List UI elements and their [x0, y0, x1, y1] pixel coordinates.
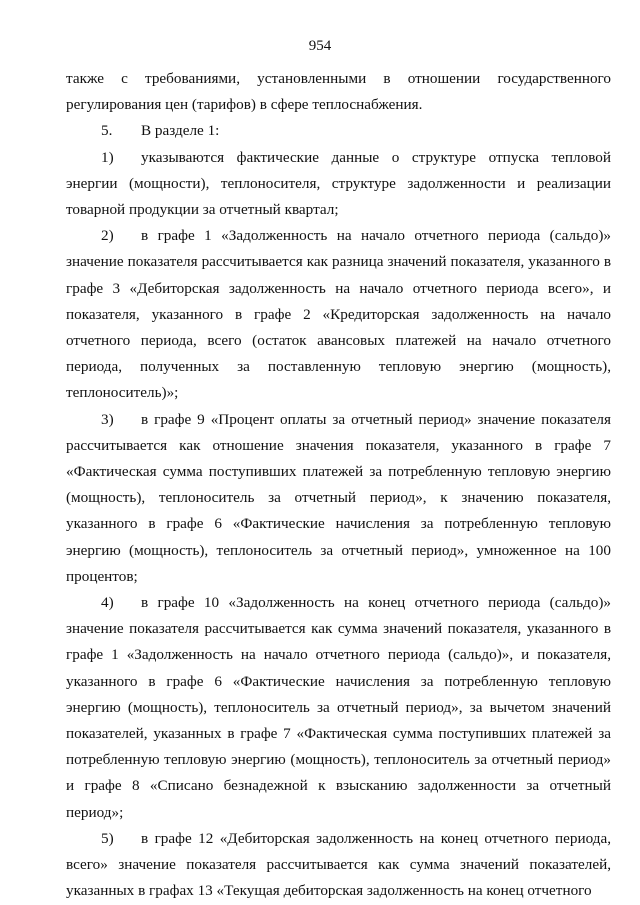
paragraph-item-4	[66, 590, 611, 826]
paragraph-item-5	[66, 826, 611, 905]
paragraph-text: в графе 12 «Дебиторская задолженность на конец отчетного периода, всего» значение показателя рассчитывается как сумма значений показателей, указанных в графах 13 «Текущая дебиторская задолженность на конец отчетного	[66, 829, 611, 900]
paragraph-text: также с требованиями, установленными в отношении государственного регулирования цен (тарифов) в сфере теплоснабжения.	[66, 70, 611, 114]
paragraph-text: в графе 1 «Задолженность на начало отчетного периода (сальдо)» значение показателя рассчитывается как разница значений показателя, указанного в графе 3 «Дебиторская задолженность на начало отчетного периода всего», и показателя, указанного в графе 2 «Кредиторская задолженность на начало отчетного периода, всего (остаток авансовых платежей на начало отчетного периода, полученных за поставленную тепловую энергию (мощность), теплоноситель)»;	[66, 227, 611, 402]
paragraph-number: 2)	[101, 227, 114, 245]
paragraph-item-2	[66, 223, 611, 406]
paragraph-number: 4)	[101, 594, 114, 612]
paragraph-item-3	[66, 407, 611, 590]
paragraph-text: в графе 10 «Задолженность на конец отчетного периода (сальдо)» значение показателя рассчитывается как сумма значений показателя, указанного в графе 1 «Задолженность на начало отчетного периода (сальдо)», и показателя, указанного в графе 6 «Фактические начисления за потребленную тепловую энергию (мощность), теплоноситель за отчетный период», за вычетом значений показателей, указанных в графе 7 «Фактическая сумма поступивших платежей за потребленную тепловую энергию (мощность), теплоноситель за отчетный период» и графе 8 «Списано безнадежной к взысканию задолженности за отчетный период»;	[66, 594, 611, 821]
document-body	[66, 66, 611, 905]
paragraph-section-5	[66, 118, 611, 144]
paragraph-text: в графе 9 «Процент оплаты за отчетный период» значение показателя рассчитывается как отношение значения показателя, указанного в графе 7 «Фактическая сумма поступивших платежей за потребленную тепловую энергию (мощность), теплоноситель за отчетный период», к значению показателя, указанного в графе 6 «Фактические начисления за потребленную тепловую энергию (мощность), теплоноситель за отчетный период», умноженное на 100 процентов;	[66, 410, 611, 585]
paragraph-number: 5)	[101, 829, 114, 847]
paragraph-number: 5.	[101, 122, 113, 140]
paragraph-number: 1)	[101, 148, 114, 166]
paragraph-text: В разделе 1:	[141, 122, 220, 140]
paragraph-continuation	[66, 66, 611, 118]
paragraph-number: 3)	[101, 410, 114, 428]
page-number: 954	[308, 38, 332, 54]
paragraph-item-1	[66, 145, 611, 224]
paragraph-text: указываются фактические данные о структуре отпуска тепловой энергии (мощности), теплоносителя, структуре задолженности и реализации товарной продукции за отчетный квартал;	[66, 148, 611, 219]
